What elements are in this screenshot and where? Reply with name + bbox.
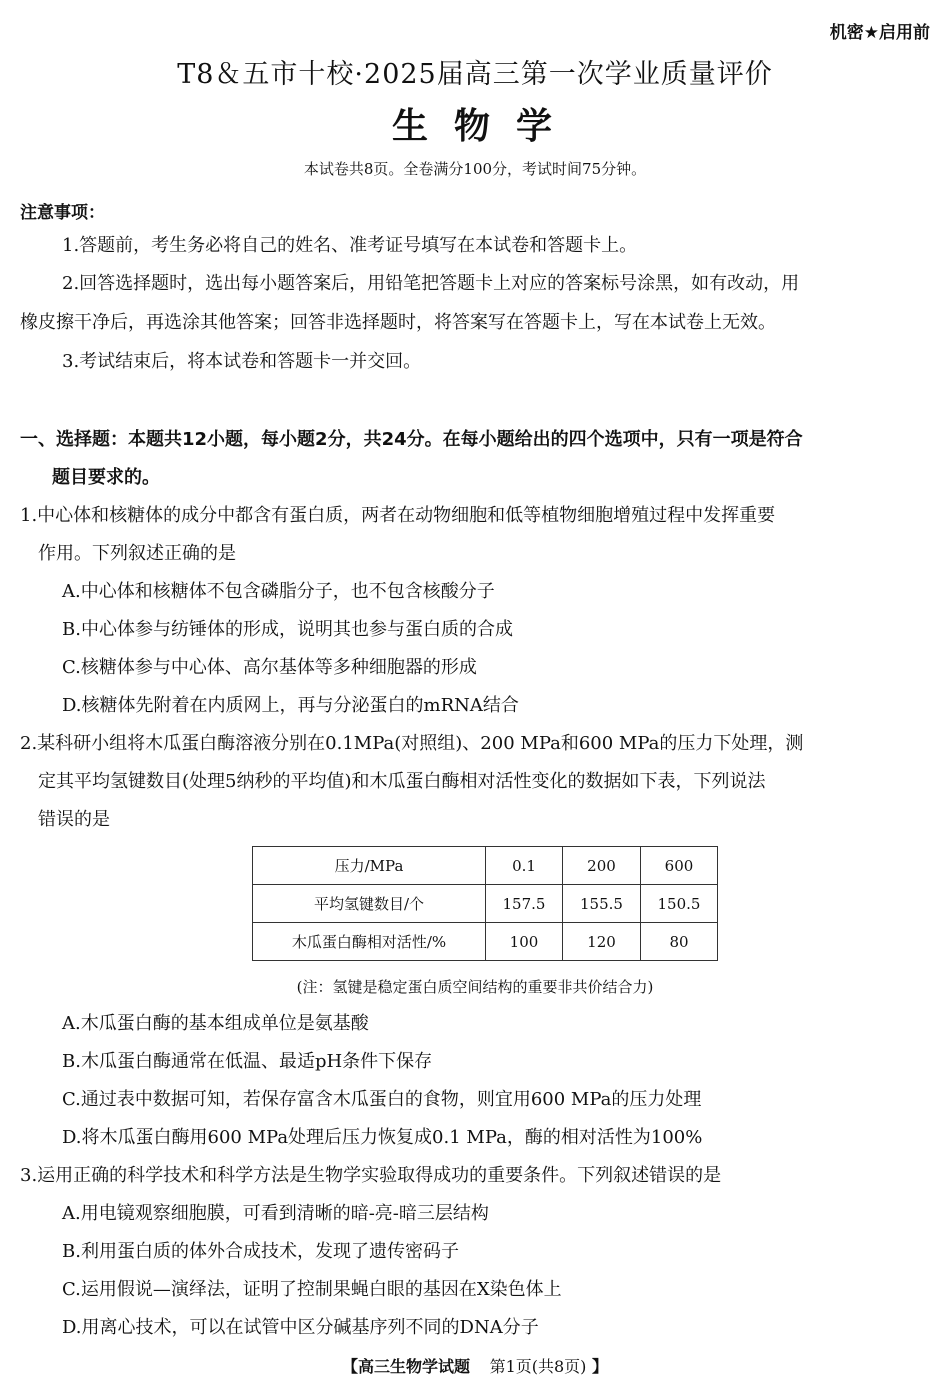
q3-option-a: A.用电镜观察细胞膜，可看到清晰的暗-亮-暗三层结构 <box>62 1203 489 1224</box>
table-note: (注：氢键是稳定蛋白质空间结构的重要非共价结合力) <box>296 978 654 996</box>
footer-bracket: 】 <box>592 1357 609 1376</box>
q2-option-d: D.将木瓜蛋白酶用600 MPa处理后压力恢复成0.1 MPa，酶的相对活性为100% <box>62 1127 703 1148</box>
exam-info: 本试卷共8页。全卷满分100分，考试时间75分钟。 <box>303 160 647 178</box>
table-cell: 压力/MPa <box>253 847 486 885</box>
table-cell: 200 <box>563 847 641 885</box>
q3-option-d: D.用离心技术，可以在试管中区分碱基序列不同的DNA分子 <box>62 1317 539 1338</box>
q2-option-a: A.木瓜蛋白酶的基本组成单位是氨基酸 <box>62 1013 369 1034</box>
table-cell: 120 <box>563 923 641 961</box>
q1-option-a: A.中心体和核糖体不包含磷脂分子，也不包含核酸分子 <box>62 581 495 602</box>
footer-subject: 【高三生物学试题 <box>341 1357 470 1376</box>
table-cell: 155.5 <box>563 885 641 923</box>
table-row <box>253 885 718 923</box>
q2-option-c: C.通过表中数据可知，若保存富含木瓜蛋白的食物，则宜用600 MPa的压力处理 <box>62 1089 702 1110</box>
notice-item-2b: 橡皮擦干净后，再选涂其他答案；回答非选择题时，将答案写在答题卡上，写在本试卷上无效。 <box>20 312 776 333</box>
pressure-data-table <box>252 846 718 961</box>
table-cell: 100 <box>486 923 563 961</box>
notice-heading: 注意事项： <box>20 203 105 223</box>
q1-stem-line1: 1.中心体和核糖体的成分中都含有蛋白质，两者在动物细胞和低等植物细胞增殖过程中发挥重要 <box>20 505 776 526</box>
notice-item-3: 3.考试结束后，将本试卷和答题卡一并交回。 <box>62 351 422 372</box>
q2-stem-line2: 定其平均氢键数目(处理5纳秒的平均值)和木瓜蛋白酶相对活性变化的数据如下表，下列说法 <box>38 771 766 792</box>
notice-item-1: 1.答题前，考生务必将自己的姓名、准考证号填写在本试卷和答题卡上。 <box>62 235 638 256</box>
table-cell: 150.5 <box>641 885 718 923</box>
q2-stem-line3: 错误的是 <box>38 809 110 830</box>
q1-option-c: C.核糖体参与中心体、高尔基体等多种细胞器的形成 <box>62 657 477 678</box>
confidential-label: 机密★启用前 <box>829 23 930 43</box>
q1-option-b: B.中心体参与纺锤体的形成，说明其也参与蛋白质的合成 <box>62 619 513 640</box>
table-cell: 600 <box>641 847 718 885</box>
q1-option-d: D.核糖体先附着在内质网上，再与分泌蛋白的mRNA结合 <box>62 695 519 716</box>
table-cell: 80 <box>641 923 718 961</box>
table-row <box>253 847 718 885</box>
notice-item-2a: 2.回答选择题时，选出每小题答案后，用铅笔把答题卡上对应的答案标号涂黑，如有改动，用 <box>62 273 800 294</box>
q3-option-b: B.利用蛋白质的体外合成技术，发现了遗传密码子 <box>62 1241 459 1262</box>
footer-page-number: 第1页(共8页) <box>489 1357 587 1376</box>
table-cell: 木瓜蛋白酶相对活性/% <box>253 923 486 961</box>
section-heading-line2: 题目要求的。 <box>52 467 160 488</box>
exam-title: T8＆五市十校·2025届高三第一次学业质量评价 <box>177 59 773 90</box>
table-cell: 平均氢键数目/个 <box>253 885 486 923</box>
q2-option-b: B.木瓜蛋白酶通常在低温、最适pH条件下保存 <box>62 1051 433 1072</box>
q1-stem-line2: 作用。下列叙述正确的是 <box>38 543 236 564</box>
q3-option-c: C.运用假说—演绎法，证明了控制果蝇白眼的基因在X染色体上 <box>62 1279 562 1300</box>
table-cell: 157.5 <box>486 885 563 923</box>
page-footer <box>0 1354 950 1377</box>
table-cell: 0.1 <box>486 847 563 885</box>
q2-stem-line1: 2.某科研小组将木瓜蛋白酶溶液分别在0.1MPa(对照组)、200 MPa和600 MPa的压力下处理，测 <box>20 733 804 754</box>
subject-title: 生物学 <box>391 105 578 147</box>
section-heading-line1: 一、选择题：本题共12小题，每小题2分，共24分。在每小题给出的四个选项中，只有一项是符合 <box>20 429 803 450</box>
table-row <box>253 923 718 961</box>
q3-stem: 3.运用正确的科学技术和科学方法是生物学实验取得成功的重要条件。下列叙述错误的是 <box>20 1165 722 1186</box>
